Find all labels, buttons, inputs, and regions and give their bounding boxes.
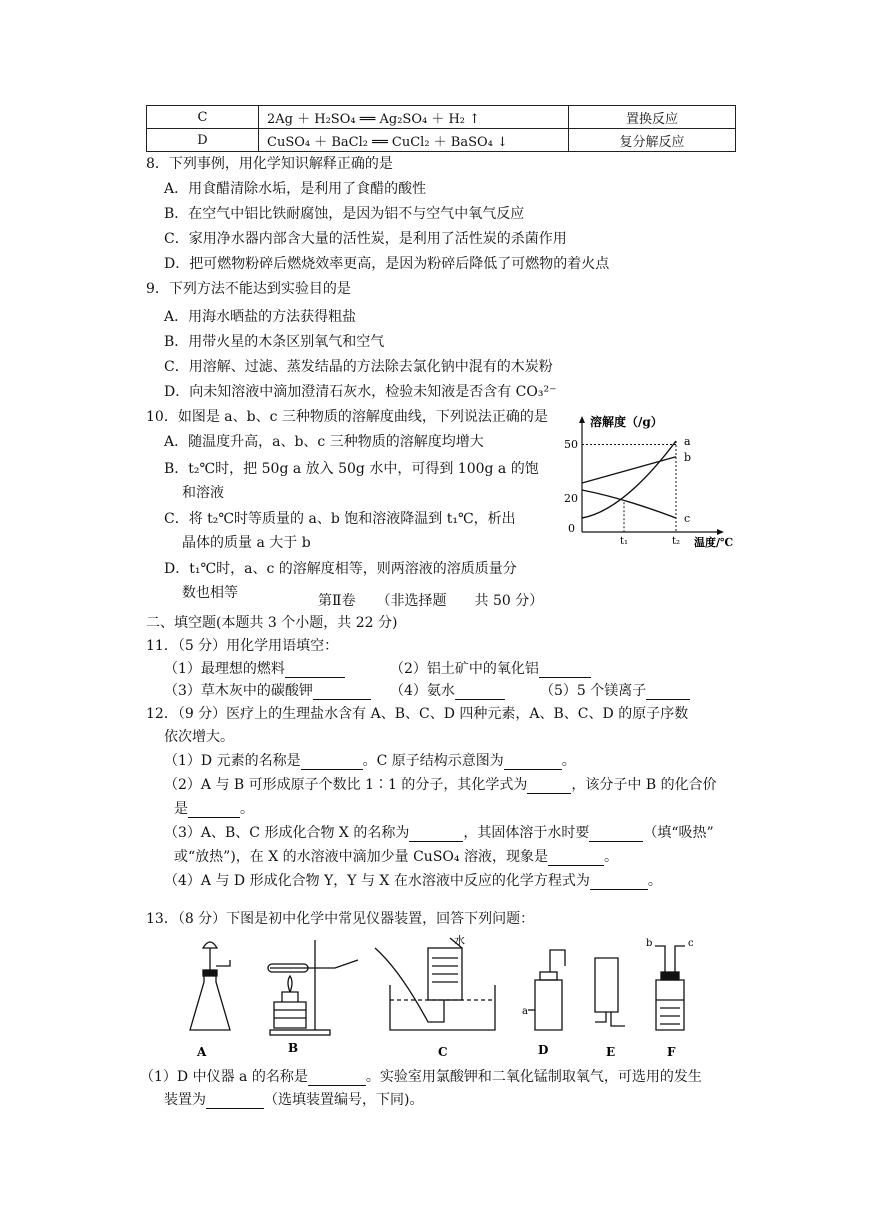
q12-part-3 — [164, 824, 714, 842]
apparatus-label: E — [606, 1045, 616, 1059]
q11-stem: 11．（5 分）用化学用语填空： — [146, 638, 339, 654]
q9-option-c: C．用溶解、过滤、蒸发结晶的方法除去氯化钠中混有的木炭粉 — [164, 359, 553, 375]
part-title: 二、填空题(本题共 3 个小题，共 22 分) — [146, 615, 398, 631]
q12-part-1 — [164, 752, 576, 770]
apparatus-e — [595, 958, 625, 1026]
text: （3）A、B、C 形成化合物 X 的名称为 — [164, 825, 410, 841]
q11-item-1 — [164, 660, 345, 678]
q10-option-c-cont: 晶体的质量 a 大于 b — [182, 535, 311, 551]
q10-option-d-cont: 数也相等 — [182, 585, 238, 601]
answer-blank[interactable] — [548, 851, 604, 866]
q8-option-c: C．家用净水器内部含大量的活性炭，是利用了活性炭的杀菌作用 — [164, 231, 567, 247]
answer-blank[interactable] — [455, 685, 505, 700]
text: 。 — [647, 873, 662, 889]
series-label-c: c — [684, 512, 691, 525]
text: 。 — [561, 753, 576, 769]
x-axis-label: 温度/℃ — [694, 536, 734, 549]
q8-option-d: D．把可燃物粉碎后燃烧效率更高，是因为粉碎后降低了可燃物的着火点 — [164, 256, 610, 272]
answer-blank[interactable] — [589, 827, 643, 842]
row-type: 置换反应 — [569, 106, 736, 129]
q13-part-1 — [140, 1068, 702, 1086]
q11-item-label: （3）草木灰中的碳酸钾 — [164, 683, 313, 699]
q12-stem-cont: 依次增大。 — [164, 729, 234, 745]
answer-blank[interactable] — [313, 685, 371, 700]
apparatus-f — [655, 946, 685, 1030]
text: 。 — [603, 849, 618, 865]
reaction-table — [146, 105, 736, 152]
text: 。C 原子结构示意图为 — [362, 753, 504, 769]
f-part-label: c — [688, 938, 694, 949]
answer-blank[interactable] — [590, 875, 648, 890]
answer-blank[interactable] — [539, 663, 591, 678]
water-label: 水 — [454, 934, 465, 947]
answer-blank[interactable] — [308, 1071, 366, 1086]
q10-option-a: A．随温度升高，a、b、c 三种物质的溶解度均增大 — [164, 434, 484, 450]
answer-blank[interactable] — [646, 685, 690, 700]
q12-part-3-cont — [174, 848, 618, 866]
apparatus-label: C — [438, 1045, 448, 1059]
q10-option-b-cont: 和溶液 — [182, 485, 224, 501]
q9-option-d: D．向未知溶液中滴加澄清石灰水，检验未知液是否含有 CO₃²⁻ — [164, 384, 557, 400]
q11-item-3 — [164, 682, 371, 700]
series-line-b — [582, 457, 676, 483]
apparatus-c — [375, 938, 495, 1030]
q12-stem: 12．（9 分）医疗上的生理盐水含有 A、B、C、D 四种元素，A、B、C、D 的原子序数 — [146, 706, 689, 722]
row-label: C — [147, 106, 259, 129]
apparatus-b — [268, 940, 358, 1035]
apparatus-label: F — [667, 1045, 676, 1059]
q11-item-label: （1）最理想的燃料 — [164, 661, 285, 677]
q11-item-4 — [390, 682, 505, 700]
text: （2）A 与 B 可形成原子个数比 1∶1 的分子，其化学式为 — [164, 777, 528, 793]
apparatus-a — [190, 942, 230, 1030]
q11-item-2 — [390, 660, 591, 678]
text: 。 — [240, 801, 254, 817]
q10-stem: 10．如图是 a、b、c 三种物质的溶解度曲线，下列说法正确的是 — [146, 409, 548, 425]
q12-part-2 — [164, 776, 717, 794]
x-tick-label: t₁ — [620, 536, 629, 547]
d-part-label: a — [522, 1006, 528, 1017]
apparatus-figure — [170, 930, 710, 1065]
row-equation: 2Ag ＋ H₂SO₄ ══ Ag₂SO₄ ＋ H₂ ↑ — [259, 106, 569, 129]
y-tick-label: 50 — [564, 438, 578, 451]
q10-option-b: B．t₂℃时，把 50g a 放入 50g 水中，可得到 100g a 的饱 — [164, 461, 539, 477]
text: （填“吸热” — [643, 825, 714, 841]
q8-option-a: A．用食醋清除水垢，是利用了食醋的酸性 — [164, 181, 427, 197]
section-header: 第Ⅱ卷 （非选择题 共 50 分） — [318, 593, 544, 609]
y-tick-label: 20 — [564, 492, 578, 505]
answer-blank[interactable] — [504, 755, 562, 770]
text: 装置为 — [164, 1092, 206, 1108]
q11-item-label: （2）铝土矿中的氧化铝 — [390, 661, 539, 677]
q10-option-d: D．t₁℃时，a、c 的溶解度相等，则两溶液的溶质质量分 — [164, 561, 517, 577]
series-label-b: b — [684, 450, 692, 464]
q13-part-1-cont — [164, 1091, 423, 1109]
row-type: 复分解反应 — [569, 129, 736, 152]
row-equation: CuSO₄ ＋ BaCl₂ ══ CuCl₂ ＋ BaSO₄ ↓ — [259, 129, 569, 152]
apparatus-label: A — [197, 1045, 207, 1059]
q8-option-b: B．在空气中铝比铁耐腐蚀，是因为铝不与空气中氧气反应 — [164, 206, 525, 222]
apparatus-label: B — [288, 1041, 299, 1055]
text: 。实验室用氯酸钾和二氧化锰制取氧气，可选用的发生 — [365, 1069, 702, 1085]
text: 是 — [174, 801, 188, 817]
f-part-label: b — [646, 938, 653, 949]
q13-stem: 13．（8 分）下图是初中化学中常见仪器装置，回答下列问题： — [146, 911, 535, 927]
q11-item-label: （4）氨水 — [390, 683, 455, 699]
answer-blank[interactable] — [527, 779, 571, 794]
answer-blank[interactable] — [188, 803, 240, 818]
text: （1）D 元素的名称是 — [164, 753, 301, 769]
answer-blank[interactable] — [206, 1094, 264, 1109]
x-axis-arrow — [717, 529, 724, 535]
answer-blank[interactable] — [409, 827, 463, 842]
text: （4）A 与 D 形成化合物 Y，Y 与 X 在水溶液中反应的化学方程式为 — [164, 873, 590, 889]
text: ，其固体溶于水时要 — [463, 825, 590, 841]
q9-option-b: B．用带火星的木条区别氧气和空气 — [164, 334, 385, 350]
x-tick-label: t₂ — [672, 536, 681, 547]
answer-blank[interactable] — [301, 755, 363, 770]
text: 或“放热”)，在 X 的水溶液中滴加少量 CuSO₄ 溶液，现象是 — [174, 849, 548, 865]
q12-part-4 — [164, 872, 662, 890]
text: （1）D 中仪器 a 的名称是 — [140, 1069, 308, 1085]
q8-stem: 8．下列事例，用化学知识解释正确的是 — [146, 156, 393, 172]
q12-part-2-cont — [174, 800, 254, 818]
answer-blank[interactable] — [285, 663, 345, 678]
q11-item-5 — [540, 682, 690, 700]
y-tick-label: 0 — [568, 522, 575, 535]
table-row — [147, 129, 736, 152]
text: ，该分子中 B 的化合价 — [571, 777, 717, 793]
q11-item-label: （5）5 个镁离子 — [540, 683, 647, 699]
y-axis-arrow — [579, 416, 585, 423]
q10-option-c: C．将 t₂℃时等质量的 a、b 饱和溶液降温到 t₁℃，析出 — [164, 511, 516, 527]
q9-option-a: A．用海水晒盐的方法获得粗盐 — [164, 309, 357, 325]
apparatus-d — [528, 950, 565, 1030]
q9-stem: 9．下列方法不能达到实验目的是 — [146, 281, 351, 297]
table-row — [147, 106, 736, 129]
series-label-a: a — [684, 435, 691, 448]
row-label: D — [147, 129, 259, 152]
y-axis-label: 溶解度（/g） — [590, 415, 663, 429]
apparatus-label: D — [538, 1043, 549, 1057]
text: （选填装置编号，下同)。 — [264, 1092, 424, 1108]
solubility-chart — [560, 410, 740, 550]
